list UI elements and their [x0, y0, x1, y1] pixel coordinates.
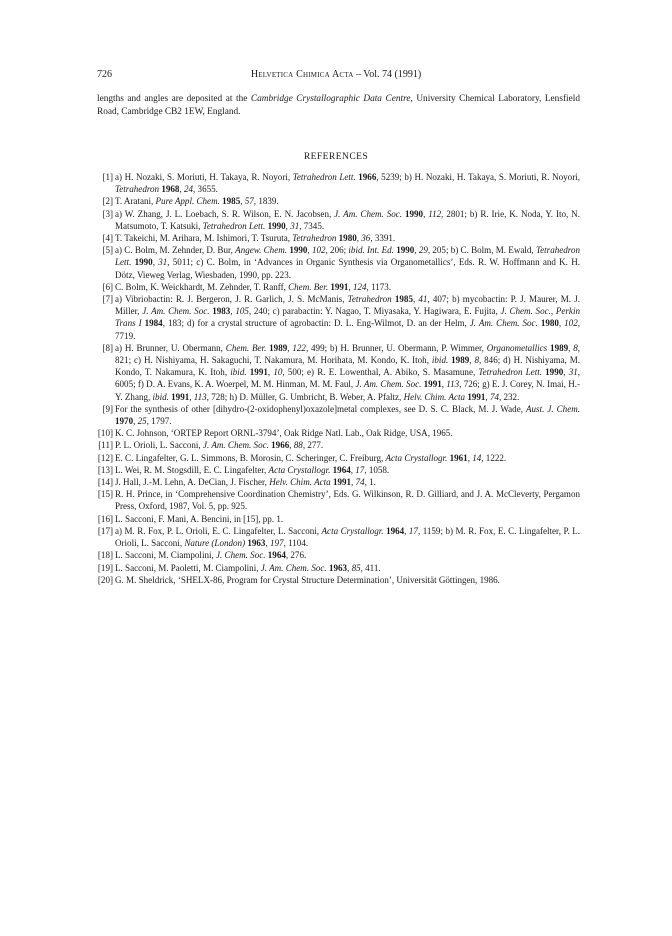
- reference-item: [97, 513, 580, 525]
- intro-paragraph: [97, 93, 580, 119]
- reference-text: , 821; c) H. Nishiyama, H. Sakaguchi, T. Nakamura, M. Horihata, M. Kondo, K. Itoh,: [115, 342, 581, 366]
- reference-text: L. Sacconi, M. Ciampolini,: [115, 550, 217, 561]
- reference-text: a) Vibriobactin: R. J. Bergeron, J. R. Garlich, J. S. McManis,: [115, 294, 348, 305]
- reference-text: , 277.: [302, 440, 324, 451]
- reference-text: ,: [469, 355, 475, 366]
- reference-text: 1961: [449, 452, 468, 463]
- reference-text: J. Chem. Soc., Perkin Trans I: [115, 306, 580, 329]
- reference-text: 8: [474, 355, 479, 366]
- page-header: [97, 69, 575, 83]
- reference-text: , 5011; c) C. Bolm, in ‘Advances in Organic Synthesis via Organometallics’, Eds. R. W. Hoffmann and K. H. Dötz, Vieweg Verlag, Wiesbaden, 1990, pp. 223.: [115, 257, 580, 280]
- reference-text: Chem. Ber.: [288, 281, 329, 292]
- reference-text: 1990: [396, 245, 415, 256]
- reference-text: 113: [193, 391, 207, 402]
- reference-text: 14: [472, 452, 482, 463]
- reference-text: , 1104.: [283, 538, 309, 549]
- reference-text: 1984: [144, 318, 163, 329]
- reference-text: 31: [290, 220, 300, 231]
- reference-text: Tetrahedron Lett.: [202, 220, 266, 231]
- reference-text: Acta Crystallogr.: [268, 464, 331, 475]
- reference-text: 31: [568, 367, 578, 378]
- reference-text: J. Am. Chem. Soc.: [142, 306, 210, 317]
- volume-info: – Vol. 74 (1991): [355, 69, 422, 80]
- reference-item: [97, 439, 580, 451]
- reference-text: 74: [355, 477, 365, 488]
- reference-text: , 5239; b) H. Nozaki, H. Takaya, S. Moriuti, R. Noyori,: [376, 172, 580, 182]
- reference-text: , 2801; b) R. Irie, K. Noda, Y. Ito, N. Matsumoto, T. Katsuki,: [115, 208, 580, 231]
- reference-text: ,: [240, 196, 245, 207]
- reference-text: 1991: [467, 391, 486, 402]
- reference-number: [16]: [97, 513, 113, 524]
- reference-text: ,: [423, 208, 429, 219]
- reference-number: [18]: [97, 550, 113, 561]
- reference-item: [97, 464, 580, 476]
- reference-text: ,: [485, 391, 490, 402]
- reference-text: 1983: [212, 306, 231, 317]
- reference-text: ,: [558, 318, 565, 329]
- reference-text: ,: [441, 379, 447, 390]
- reference-text: Acta Crystallogr.: [385, 452, 448, 463]
- reference-text: , 728; h) D. Müller, G. Umbricht, B. Weber, A. Pfaltz,: [206, 391, 404, 402]
- reference-text: ,: [563, 367, 569, 378]
- reference-text: 1966: [358, 172, 377, 182]
- reference-text: 1985: [394, 294, 413, 305]
- reference-text: , 205; b) C. Bolm, M. Ewald,: [427, 245, 536, 256]
- reference-text: 105: [235, 306, 249, 317]
- reference-text: ibid. Int. Ed.: [348, 245, 394, 256]
- reference-item: [97, 195, 580, 207]
- reference-text: , 6005; f) D. A. Evans, K. A. Woerpel, M. M. Hinman, M. M. Faul,: [115, 367, 580, 390]
- reference-text: , 1797.: [146, 416, 172, 427]
- reference-text: For the synthesis of other [dihydro-(2-oxidophenyl)oxazole]metal complexes, see D. S. C. Black, M. J. Wade,: [115, 403, 526, 414]
- reference-text: ,: [307, 245, 312, 256]
- reference-text: 112: [428, 208, 442, 219]
- reference-text: L. Wei, R. M. Stogsdill, E. C. Lingafelter,: [115, 464, 269, 475]
- reference-text: ,: [356, 233, 362, 244]
- reference-text: , 407; b) mycobactin: P. J. Maurer, M. J. Miller,: [115, 294, 580, 317]
- reference-text: , 1839.: [253, 196, 279, 207]
- reference-number: [12]: [97, 452, 113, 463]
- reference-number: [6]: [102, 281, 113, 292]
- reference-text: Tetrahedron Lett.: [115, 245, 581, 268]
- reference-text: , 7719.: [115, 318, 580, 341]
- reference-text: ,: [265, 538, 270, 549]
- reference-text: , 232.: [498, 391, 520, 402]
- reference-text: 1966: [271, 440, 290, 451]
- reference-text: T. Takeichi, M. Arihara, M. Ishimori, T. Tsuruta,: [115, 233, 293, 244]
- reference-text: 1968: [161, 184, 180, 195]
- reference-item: [97, 244, 580, 281]
- reference-text: J. Hall, J.-M. Lehn, A. DeCian, J. Fischer,: [115, 477, 270, 488]
- reference-text: , 1058.: [364, 464, 390, 475]
- reference-number: [17]: [97, 525, 113, 536]
- reference-item: [97, 549, 580, 561]
- reference-number: [20]: [97, 574, 113, 585]
- reference-text: , 276.: [285, 550, 307, 561]
- reference-text: a) H. Brunner, U. Obermann,: [115, 342, 226, 353]
- reference-text: a) W. Zhang, J. L. Loebach, S. R. Wilson, E. N. Jacobsen,: [115, 208, 335, 219]
- reference-text: , 1173.: [366, 281, 392, 292]
- reference-text: , 411.: [360, 562, 381, 573]
- reference-item: [97, 574, 580, 586]
- references-heading: REFERENCES: [303, 151, 369, 162]
- reference-text: Tetrahedron Lett.: [292, 172, 356, 182]
- intro-text: lengths and angles are deposited at the: [97, 94, 251, 104]
- reference-text: a) M. R. Fox, P. L. Orioli, E. C. Lingafelter, L. Sacconi,: [115, 525, 322, 536]
- reference-text: Tetrahedron: [292, 233, 337, 244]
- reference-item: [97, 208, 580, 232]
- reference-text: ,: [348, 281, 353, 292]
- reference-number: [13]: [97, 464, 113, 475]
- reference-text: 74: [489, 391, 499, 402]
- reference-text: 1989: [269, 342, 288, 353]
- reference-item: [97, 427, 580, 439]
- reference-text: 113: [446, 379, 460, 390]
- reference-text: 17: [355, 464, 365, 475]
- reference-item: [97, 342, 580, 403]
- reference-text: ,: [152, 257, 159, 268]
- reference-text: Helv. Chim. Acta: [269, 477, 331, 488]
- reference-text: 1985: [222, 196, 241, 207]
- reference-text: , 500; e) R. E. Lowenthal, A. Abiko, S. Masamune,: [282, 367, 479, 378]
- running-head: [97, 69, 575, 80]
- intro-italic: Cambridge Crystallographic Data Centre: [250, 94, 411, 104]
- reference-text: , 7345.: [299, 220, 325, 231]
- reference-item: [97, 293, 580, 342]
- reference-text: ,: [412, 294, 419, 305]
- reference-item: [97, 281, 580, 293]
- reference-text: , 183; d) for a crystal structure of agrobactin: D. L. Eng-Wilmot, D. an der Helm,: [162, 318, 470, 329]
- reference-text: Pure Appl. Chem.: [155, 196, 220, 207]
- reference-text: , 3655.: [193, 184, 218, 195]
- reference-text: 88: [293, 440, 303, 451]
- reference-text: ,: [285, 220, 291, 231]
- reference-number: [15]: [97, 489, 113, 500]
- reference-text: P. L. Orioli, L. Sacconi,: [115, 440, 203, 451]
- reference-text: J. Am. Chem. Soc.: [469, 318, 538, 329]
- reference-text: 124: [352, 281, 367, 292]
- reference-text: 31: [158, 257, 168, 268]
- references-list: [97, 171, 580, 586]
- reference-text: ,: [179, 184, 184, 195]
- reference-number: [8]: [102, 342, 113, 353]
- reference-item: [97, 232, 580, 244]
- reference-text: 1963: [328, 562, 348, 573]
- reference-text: 57: [244, 196, 254, 207]
- reference-text: 1980: [540, 318, 559, 329]
- reference-text: 1964: [267, 550, 286, 561]
- reference-text: a) C. Bolm, M. Zehnder, D. Bur,: [115, 245, 236, 256]
- reference-text: ,: [404, 525, 409, 536]
- reference-item: [97, 476, 580, 488]
- reference-item: [97, 403, 580, 427]
- reference-number: [14]: [97, 477, 113, 488]
- reference-text: , 240; c) parabactin: Y. Nagao, T. Miyasaka, Y. Hagiwara, E. Fujita,: [248, 306, 501, 317]
- reference-number: [19]: [97, 562, 113, 573]
- journal-title: Helvetica Chimica Acta: [250, 69, 354, 80]
- reference-text: 17: [408, 525, 418, 536]
- reference-number: [1]: [102, 172, 113, 182]
- reference-text: 29: [418, 245, 428, 256]
- intro-text-end: , University Chemical Laboratory, Lensfield Road, Cambridge CB2 1EW, England.: [97, 94, 580, 117]
- reference-text: 36: [361, 233, 371, 244]
- reference-text: Helv. Chim. Acta: [403, 391, 466, 402]
- reference-text: , 3391.: [370, 233, 396, 244]
- reference-text: ibid.: [230, 367, 247, 378]
- reference-number: [5]: [102, 245, 113, 256]
- reference-text: C. Bolm, K. Weickhardt, M. Zehnder, T. Ranff,: [115, 281, 289, 292]
- reference-text: 1991: [171, 391, 190, 402]
- reference-text: 10: [273, 367, 283, 378]
- reference-text: 1990: [404, 208, 424, 219]
- reference-text: 1991: [423, 379, 442, 390]
- reference-number: [7]: [102, 294, 113, 305]
- reference-text: 85: [351, 562, 361, 573]
- reference-text: , 1222.: [481, 452, 507, 463]
- reference-text: Acta Crystallogr.: [321, 525, 384, 536]
- reference-text: 1991: [330, 281, 349, 292]
- reference-text: ibid.: [431, 355, 449, 366]
- reference-item: [97, 488, 580, 512]
- reference-item: [97, 562, 580, 574]
- reference-text: 1964: [332, 464, 351, 475]
- reference-text: J. Chem. Soc.: [216, 550, 266, 561]
- reference-text: 1991: [249, 367, 268, 378]
- reference-text: 1989: [550, 342, 569, 353]
- reference-text: J. Am. Chem. Soc.: [202, 440, 269, 451]
- reference-text: ,: [267, 367, 274, 378]
- reference-text: L. Sacconi, M. Paoletti, M. Ciampolini,: [115, 562, 261, 573]
- reference-number: [9]: [102, 403, 113, 414]
- reference-number: [10]: [97, 428, 113, 439]
- reference-text: 102: [311, 245, 326, 256]
- reference-text: E. C. Lingafelter, G. L. Simmons, B. Morosin, C. Scheringer, C. Freiburg,: [115, 452, 386, 463]
- reference-text: a) H. Nozaki, S. Moriuti, H. Takaya, R. Noyori,: [115, 172, 293, 182]
- reference-text: 41: [418, 294, 428, 305]
- reference-text: 1991: [332, 477, 352, 488]
- reference-text: Organometallics: [486, 342, 548, 353]
- reference-text: 1980: [338, 233, 357, 244]
- reference-text: J. Am. Chem. Soc.: [260, 562, 327, 573]
- reference-text: Aust. J. Chem.: [526, 403, 580, 414]
- reference-text: G. M. Sheldrick, ‘SHELX-86, Program for Crystal Structure Determination’, Universität Göttingen, 1986.: [115, 574, 500, 585]
- reference-text: Tetrahedron: [347, 294, 392, 305]
- reference-text: , 206;: [325, 245, 349, 256]
- reference-number: [4]: [102, 233, 113, 244]
- reference-number: [11]: [98, 440, 113, 451]
- reference-text: ibid.: [152, 391, 169, 402]
- reference-text: ,: [467, 452, 473, 463]
- reference-text: Angew. Chem.: [235, 245, 288, 256]
- reference-text: 1990: [134, 257, 153, 268]
- reference-text: ,: [289, 440, 294, 451]
- reference-text: ,: [133, 416, 138, 427]
- reference-text: ,: [189, 391, 194, 402]
- reference-text: , 726; g) E. J. Corey, N. Imai, H.-Y. Zhang,: [115, 379, 581, 402]
- reference-text: Chem. Ber.: [225, 342, 267, 353]
- reference-item: [97, 525, 580, 549]
- reference-text: Tetrahedron Lett.: [478, 367, 542, 378]
- reference-text: , 499; b) H. Brunner, U. Obermann, P. Wimmer,: [305, 342, 487, 353]
- reference-text: 1964: [386, 525, 405, 536]
- reference-text: 8: [573, 342, 578, 353]
- reference-text: 1990: [267, 220, 286, 231]
- reference-text: 1990: [289, 245, 308, 256]
- reference-text: ,: [347, 562, 352, 573]
- reference-text: 122: [292, 342, 306, 353]
- reference-text: T. Aratani,: [115, 196, 156, 207]
- reference-text: K. C. Johnson, ‘ORTEP Report ORNL-3794’, Oak Ridge Natl. Lab., Oak Ridge, USA, 1965.: [115, 428, 453, 439]
- reference-text: 25: [137, 416, 147, 427]
- reference-text: 1989: [451, 355, 470, 366]
- reference-text: Nature (London): [184, 538, 246, 549]
- reference-text: ,: [350, 464, 356, 475]
- reference-text: R. H. Prince, in ‘Comprehensive Coordination Chemistry’, Eds. G. Wilkinson, R. D. Gilliard, and J. A. McCleverty, Pergamon Press, Oxford, 1987, Vol. 5, pp. 925.: [115, 489, 580, 512]
- reference-text: , 1.: [364, 477, 376, 488]
- reference-item: [97, 452, 580, 464]
- reference-text: 1970: [115, 416, 134, 427]
- reference-text: 1963: [247, 538, 266, 549]
- reference-text: , 1159; b) M. R. Fox, E. C. Lingafelter, P. L. Orioli, L. Sacconi,: [115, 525, 581, 549]
- reference-text: 1990: [545, 367, 564, 378]
- reference-number: [2]: [102, 196, 113, 207]
- reference-text: ,: [230, 306, 236, 317]
- reference-text: 197: [269, 538, 284, 549]
- reference-text: 24: [183, 184, 194, 195]
- reference-text: 102: [564, 318, 578, 329]
- reference-number: [3]: [102, 208, 113, 219]
- reference-text: Tetrahedron: [115, 184, 160, 195]
- reference-text: ,: [287, 342, 293, 353]
- page-number: 726: [97, 69, 112, 80]
- reference-item: [97, 171, 580, 195]
- reference-text: J. Am. Chem. Soc.: [355, 379, 422, 390]
- reference-text: ,: [568, 342, 574, 353]
- reference-text: J. Am. Chem. Soc.: [334, 208, 403, 219]
- reference-text: ,: [351, 477, 356, 488]
- reference-text: L. Sacconi, F. Mani, A. Bencini, in [15], pp. 1.: [115, 513, 284, 524]
- reference-text: ,: [414, 245, 419, 256]
- reference-text: , 846; d) H. Nishiyama, M. Kondo, T. Nakamura, K. Itoh,: [115, 355, 580, 378]
